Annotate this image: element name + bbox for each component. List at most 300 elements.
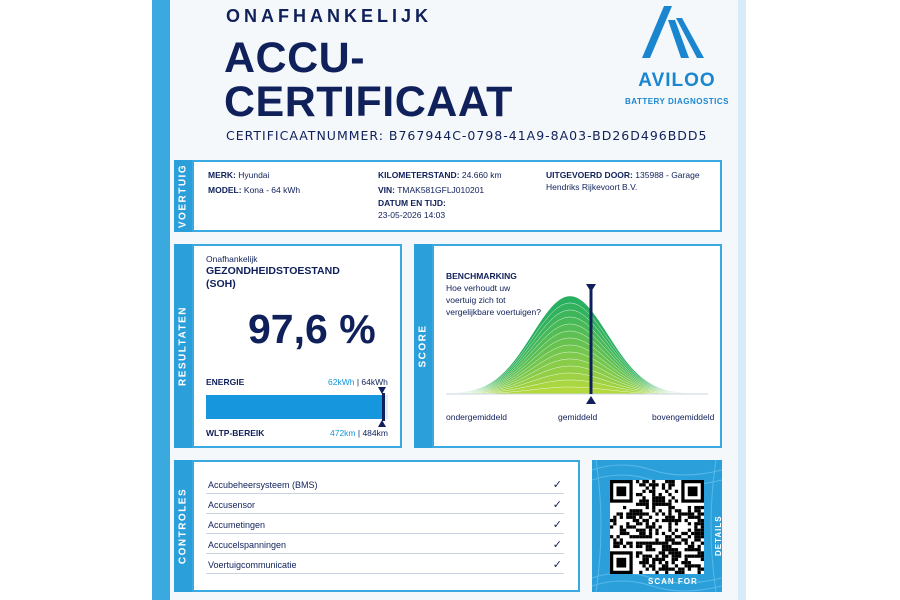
control-label: Accubeheersysteem (BMS) <box>208 480 318 490</box>
qr-module <box>652 490 655 493</box>
qr-module <box>652 522 655 525</box>
qr-module <box>626 525 629 528</box>
qr-module <box>636 551 639 554</box>
qr-module <box>646 548 649 551</box>
qr-module <box>668 545 671 548</box>
qr-module <box>698 516 701 519</box>
qr-module <box>659 509 662 512</box>
qr-module <box>649 529 652 532</box>
qr-module <box>678 568 681 571</box>
qr-module <box>675 551 678 554</box>
qr-module <box>620 512 623 515</box>
qr-module <box>662 499 665 502</box>
qr-code-icon[interactable] <box>610 480 704 574</box>
check-icon: ✓ <box>552 559 562 571</box>
qr-module <box>698 532 701 535</box>
qr-module <box>633 509 636 512</box>
qr-module <box>636 545 639 548</box>
qr-module <box>629 516 632 519</box>
qr-module <box>675 499 678 502</box>
qr-module <box>655 542 658 545</box>
qr-module <box>613 522 616 525</box>
qr-module <box>675 555 678 558</box>
qr-module <box>685 542 688 545</box>
qr-module <box>652 486 655 489</box>
qr-module <box>694 532 697 535</box>
qr-module <box>668 516 671 519</box>
qr-module <box>688 568 691 571</box>
qr-module <box>633 512 636 515</box>
qr-module <box>672 506 675 509</box>
qr-module <box>642 490 645 493</box>
qr-module <box>652 564 655 567</box>
qr-module <box>646 522 649 525</box>
qr-module <box>675 564 678 567</box>
qr-module <box>655 538 658 541</box>
qr-module <box>616 512 619 515</box>
qr-module <box>685 512 688 515</box>
qr-module <box>665 571 668 574</box>
qr-module <box>694 548 697 551</box>
qr-module <box>646 542 649 545</box>
qr-module <box>655 532 658 535</box>
qr-module <box>639 571 642 574</box>
qr-module <box>672 561 675 564</box>
qr-module <box>652 509 655 512</box>
qr-module <box>694 564 697 567</box>
vin-value: TMAK581GFLJ010201 <box>397 185 485 195</box>
qr-module <box>613 542 616 545</box>
qr-module <box>688 561 691 564</box>
qr-module <box>662 568 665 571</box>
qr-module <box>662 486 665 489</box>
range-current: 472km <box>330 428 356 438</box>
qr-module <box>681 538 684 541</box>
qr-module <box>626 522 629 525</box>
qr-module <box>646 499 649 502</box>
qr-module <box>636 503 639 506</box>
controls-tab <box>174 460 192 592</box>
qr-module <box>678 516 681 519</box>
qr-module <box>646 525 649 528</box>
aviloo-logo-icon <box>642 6 706 66</box>
range-nominal: 484km <box>362 428 388 438</box>
title-line-1: ACCU- <box>224 34 366 82</box>
qr-module <box>694 538 697 541</box>
qr-module <box>694 506 697 509</box>
performed-by-value: 135988 - Garage <box>635 170 700 180</box>
qr-module <box>662 558 665 561</box>
qr-module <box>685 519 688 522</box>
qr-module <box>613 545 616 548</box>
qr-module <box>668 486 671 489</box>
vehicle-performed-by <box>546 170 700 180</box>
qr-module <box>633 525 636 528</box>
qr-module <box>662 496 665 499</box>
vehicle-mileage <box>378 170 502 180</box>
qr-module <box>685 548 688 551</box>
qr-module <box>678 512 681 515</box>
qr-module <box>639 535 642 538</box>
qr-module <box>642 512 645 515</box>
logo-tagline: BATTERY DIAGNOSTICS <box>624 97 730 106</box>
qr-module <box>675 548 678 551</box>
qr-module <box>672 538 675 541</box>
results-tab-label: RESULTATEN <box>177 306 189 386</box>
qr-module <box>672 532 675 535</box>
qr-module <box>662 483 665 486</box>
qr-module <box>655 529 658 532</box>
soh-value: 97,6 % <box>248 306 376 352</box>
qr-module <box>655 483 658 486</box>
qr-module <box>639 512 642 515</box>
qr-module <box>678 542 681 545</box>
qr-module <box>678 519 681 522</box>
qr-module <box>662 548 665 551</box>
qr-module <box>659 503 662 506</box>
qr-module <box>698 548 701 551</box>
qr-module <box>626 542 629 545</box>
qr-module <box>655 558 658 561</box>
qr-module <box>620 516 623 519</box>
qr-module <box>665 564 668 567</box>
qr-module <box>668 538 671 541</box>
controls-tab-label: CONTROLES <box>177 487 189 565</box>
qr-module <box>652 561 655 564</box>
qr-module <box>681 571 684 574</box>
qr-module <box>668 525 671 528</box>
qr-module <box>672 555 675 558</box>
qr-module <box>688 564 691 567</box>
qr-module <box>652 496 655 499</box>
qr-module <box>694 529 697 532</box>
qr-module <box>639 503 642 506</box>
qr-module <box>646 506 649 509</box>
qr-module <box>665 555 668 558</box>
qr-module <box>701 512 704 515</box>
qr-module <box>646 519 649 522</box>
vehicle-tab-label: VOERTUIG <box>177 163 189 229</box>
qr-module <box>642 542 645 545</box>
qr-module <box>681 561 684 564</box>
qr-module <box>652 542 655 545</box>
qr-module <box>642 519 645 522</box>
qr-module <box>698 555 701 558</box>
qr-module <box>655 499 658 502</box>
qr-module <box>694 522 697 525</box>
qr-module <box>629 542 632 545</box>
performed-by-line2: Hendriks Rijkevoort B.V. <box>546 182 638 192</box>
qr-module <box>691 545 694 548</box>
qr-module <box>636 480 639 483</box>
qr-module <box>646 561 649 564</box>
qr-module <box>652 525 655 528</box>
qr-module <box>701 506 704 509</box>
qr-module <box>636 519 639 522</box>
qr-module <box>672 483 675 486</box>
qr-module <box>629 545 632 548</box>
control-row <box>206 494 564 514</box>
qr-module <box>629 535 632 538</box>
soh-prefix: Onafhankelijk <box>206 254 258 264</box>
qr-module <box>620 542 623 545</box>
qr-module <box>688 506 691 509</box>
control-row <box>206 474 564 494</box>
check-icon: ✓ <box>552 539 562 551</box>
qr-module <box>636 493 639 496</box>
qr-module <box>698 509 701 512</box>
qr-module <box>672 558 675 561</box>
qr-module <box>642 555 645 558</box>
qr-module <box>685 564 688 567</box>
model-label: MODEL: <box>208 185 242 195</box>
qr-module <box>652 503 655 506</box>
bench-title: BENCHMARKING <box>446 271 517 281</box>
qr-module <box>649 548 652 551</box>
qr-module <box>672 516 675 519</box>
qr-module <box>636 509 639 512</box>
qr-module <box>675 571 678 574</box>
qr-module <box>639 551 642 554</box>
qr-module <box>665 535 668 538</box>
qr-module <box>668 493 671 496</box>
performed-by-label: UITGEVOERD DOOR: <box>546 170 633 180</box>
qr-module <box>688 509 691 512</box>
qr-module <box>672 551 675 554</box>
results-tab <box>174 244 192 448</box>
qr-module <box>668 503 671 506</box>
qr-module <box>655 519 658 522</box>
qr-module <box>675 542 678 545</box>
check-icon: ✓ <box>552 519 562 531</box>
qr-module <box>649 490 652 493</box>
qr-module <box>665 490 668 493</box>
qr-module <box>681 568 684 571</box>
qr-module <box>675 519 678 522</box>
vin-label: VIN: <box>378 185 395 195</box>
qr-module <box>672 548 675 551</box>
qr-module <box>620 529 623 532</box>
qr-module <box>698 506 701 509</box>
qr-module <box>688 548 691 551</box>
qr-module <box>662 519 665 522</box>
benchmark-marker-bottom-icon <box>586 396 596 404</box>
qr-finder-center <box>616 486 626 496</box>
qr-module <box>694 516 697 519</box>
qr-module <box>681 532 684 535</box>
soh-title <box>206 265 340 291</box>
bench-question-1: Hoe verhoudt uw <box>446 283 511 293</box>
soh-title-line-2: (SOH) <box>206 278 236 290</box>
qr-module <box>616 545 619 548</box>
qr-module <box>672 496 675 499</box>
qr-module <box>698 535 701 538</box>
qr-finder-center <box>616 558 626 568</box>
qr-module <box>646 555 649 558</box>
check-icon: ✓ <box>552 499 562 511</box>
qr-module <box>668 548 671 551</box>
qr-module <box>701 558 704 561</box>
qr-module <box>688 545 691 548</box>
qr-module <box>678 509 681 512</box>
qr-module <box>642 535 645 538</box>
qr-module <box>691 555 694 558</box>
details-label: DETAILS <box>714 515 723 556</box>
qr-module <box>668 509 671 512</box>
soh-bar-marker <box>382 393 385 421</box>
qr-module <box>659 561 662 564</box>
range-label: WLTP-BEREIK <box>206 428 265 438</box>
qr-module <box>694 525 697 528</box>
qr-module <box>636 555 639 558</box>
qr-module <box>701 532 704 535</box>
qr-module <box>691 516 694 519</box>
qr-module <box>649 532 652 535</box>
qr-module <box>642 564 645 567</box>
qr-module <box>639 522 642 525</box>
qr-module <box>675 535 678 538</box>
qr-module <box>639 509 642 512</box>
qr-module <box>646 558 649 561</box>
qr-module <box>655 571 658 574</box>
qr-module <box>665 480 668 483</box>
qr-module <box>649 535 652 538</box>
control-row <box>206 554 564 574</box>
qr-module <box>678 535 681 538</box>
qr-module <box>685 558 688 561</box>
qr-module <box>626 512 629 515</box>
qr-module <box>672 542 675 545</box>
brand-value: Hyundai <box>238 170 270 180</box>
qr-module <box>642 483 645 486</box>
qr-module <box>662 532 665 535</box>
qr-module <box>678 571 681 574</box>
soh-bar <box>206 395 388 419</box>
qr-module <box>642 503 645 506</box>
qr-module <box>620 525 623 528</box>
qr-module <box>688 516 691 519</box>
qr-module <box>639 516 642 519</box>
control-label: Accucelspanningen <box>208 540 287 550</box>
certificate-subtitle: ONAFHANKELIJK <box>226 6 433 26</box>
qr-module <box>649 516 652 519</box>
certificate-page <box>152 0 746 600</box>
bench-question-3: vergelijkbare voertuigen? <box>446 307 541 317</box>
qr-module <box>698 564 701 567</box>
qr-module <box>701 568 704 571</box>
vehicle-date-value: 23-05-2026 14:03 <box>378 210 446 220</box>
qr-module <box>659 493 662 496</box>
qr-module <box>672 568 675 571</box>
qr-module <box>694 535 697 538</box>
qr-module <box>649 542 652 545</box>
qr-module <box>652 493 655 496</box>
qr-module <box>668 551 671 554</box>
qr-module <box>610 535 613 538</box>
qr-module <box>659 551 662 554</box>
qr-module <box>672 519 675 522</box>
qr-module <box>672 480 675 483</box>
qr-module <box>652 568 655 571</box>
control-label: Accumetingen <box>208 520 266 530</box>
qr-module <box>659 525 662 528</box>
qr-module <box>646 568 649 571</box>
qr-module <box>642 529 645 532</box>
axis-label-mid: gemiddeld <box>558 412 598 422</box>
qr-module <box>675 522 678 525</box>
qr-module <box>659 558 662 561</box>
qr-module <box>642 561 645 564</box>
qr-module <box>636 529 639 532</box>
qr-module <box>652 548 655 551</box>
qr-module <box>649 564 652 567</box>
qr-module <box>646 535 649 538</box>
qr-module <box>633 519 636 522</box>
qr-module <box>639 483 642 486</box>
qr-module <box>698 551 701 554</box>
qr-module <box>681 512 684 515</box>
vehicle-brand <box>208 170 269 180</box>
qr-module <box>688 555 691 558</box>
qr-code-panel[interactable] <box>592 460 722 592</box>
mileage-value: 24.660 km <box>461 170 502 180</box>
energy-nominal: 64kWh <box>361 377 388 387</box>
qr-module <box>623 529 626 532</box>
qr-module <box>675 509 678 512</box>
qr-module <box>665 503 668 506</box>
axis-label-high: bovengemiddeld <box>652 412 715 422</box>
qr-module <box>636 535 639 538</box>
qr-module <box>701 555 704 558</box>
qr-module <box>701 522 704 525</box>
qr-module <box>649 525 652 528</box>
qr-module <box>620 532 623 535</box>
qr-module <box>655 496 658 499</box>
qr-module <box>668 568 671 571</box>
qr-module <box>623 545 626 548</box>
vehicle-tab <box>174 160 192 232</box>
qr-module <box>642 496 645 499</box>
qr-module <box>636 542 639 545</box>
qr-module <box>691 548 694 551</box>
qr-module <box>610 525 613 528</box>
soh-title-line-1: GEZONDHEIDSTOESTAND <box>206 265 340 277</box>
qr-module <box>698 519 701 522</box>
qr-module <box>655 555 658 558</box>
check-icon: ✓ <box>552 479 562 491</box>
certificate-number: CERTIFICAATNUMMER: B767944C-0798-41A9-8A03-BD26D496BDD5 <box>226 128 708 143</box>
qr-module <box>668 529 671 532</box>
qr-module <box>646 480 649 483</box>
logo-name: AVILOO <box>638 70 716 91</box>
qr-module <box>701 525 704 528</box>
qr-module <box>649 545 652 548</box>
qr-module <box>639 542 642 545</box>
qr-module <box>652 480 655 483</box>
benchmark-marker-top-icon <box>586 284 596 292</box>
qr-module <box>698 522 701 525</box>
certificate-title <box>224 36 513 124</box>
qr-module <box>685 538 688 541</box>
qr-finder-center <box>688 486 698 496</box>
qr-module <box>678 551 681 554</box>
qr-module <box>694 509 697 512</box>
qr-module <box>701 529 704 532</box>
qr-module <box>685 561 688 564</box>
qr-module <box>639 529 642 532</box>
qr-module <box>665 516 668 519</box>
qr-module <box>659 568 662 571</box>
